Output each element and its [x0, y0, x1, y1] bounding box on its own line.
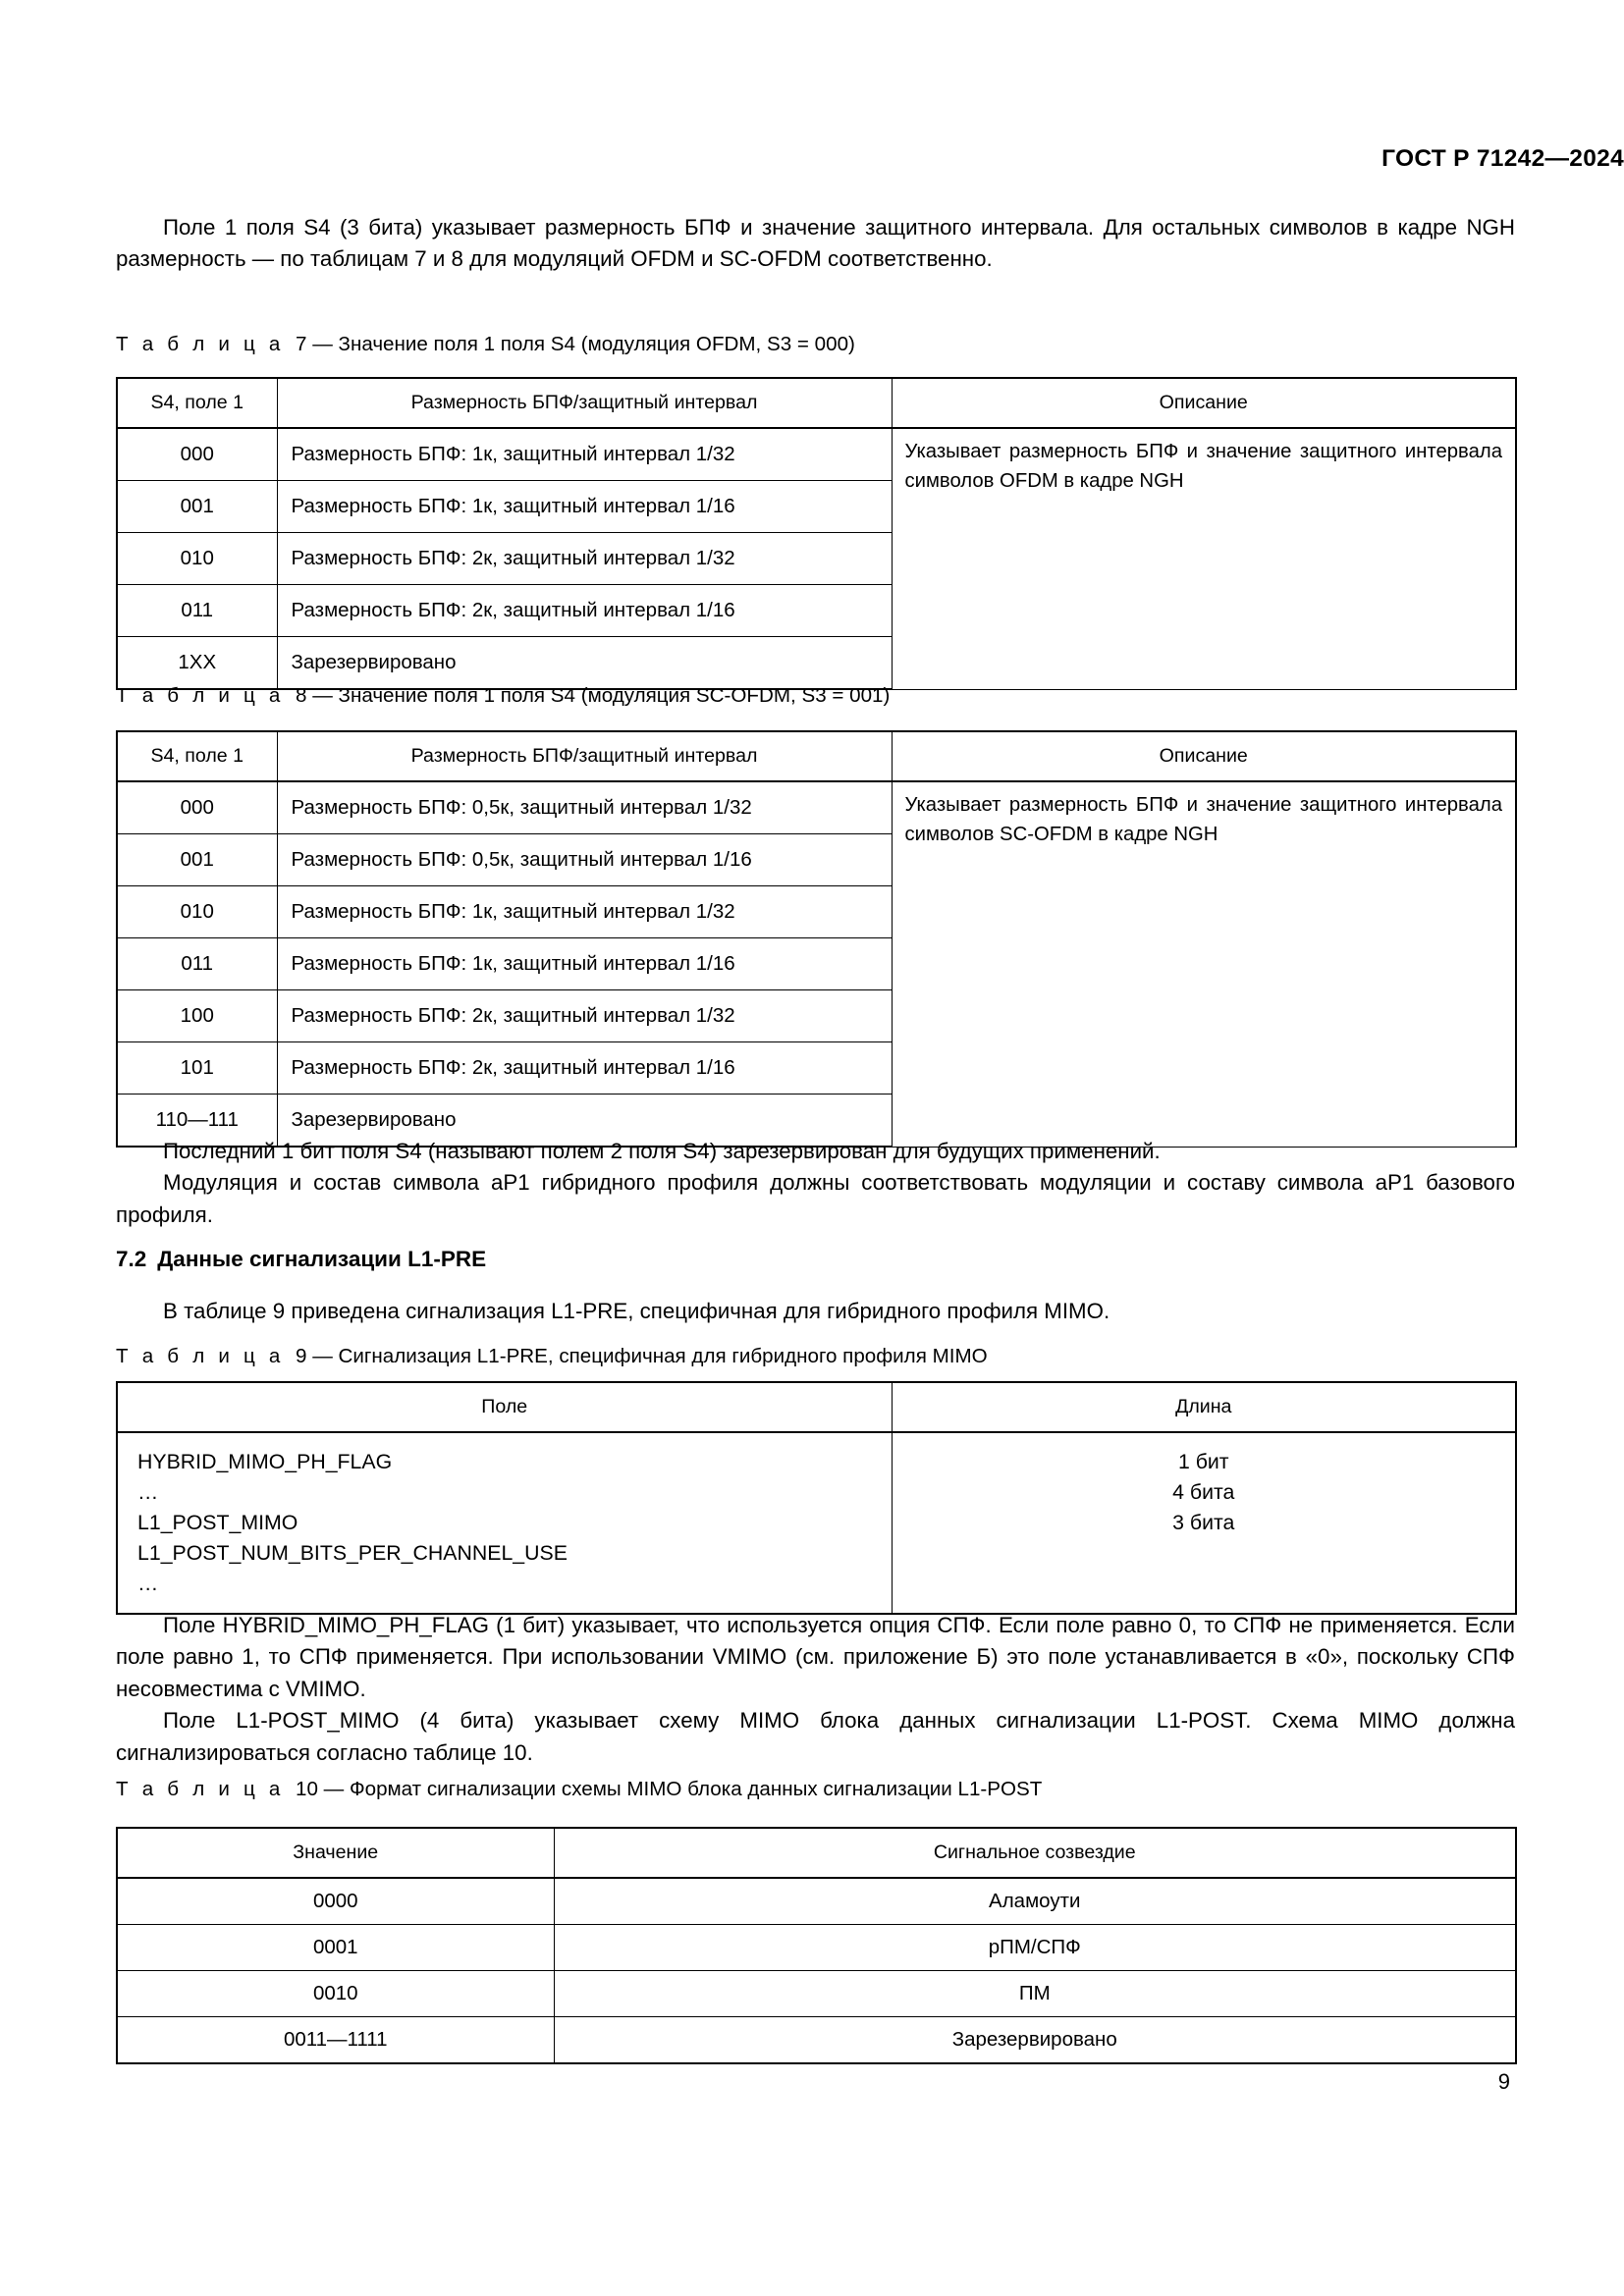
- table9: [116, 1381, 1517, 1615]
- table10-block: [116, 1827, 1515, 2064]
- section-intro-paragraph: [116, 1296, 1515, 1327]
- table9-length-list: [892, 1432, 1516, 1614]
- section-intro-text: В таблице 9 приведена сигнализация L1-PRE, специфичная для гибридного профиля MIMO.: [163, 1299, 1110, 1323]
- table7-description-text: Указывает размерность БПФ и значение защитного интервала символов OFDM в кадре NGH: [904, 441, 1502, 492]
- table10-caption-text: — Формат сигнализации схемы MIMO блока данных сигнализации L1-POST: [323, 1778, 1043, 1800]
- table9-caption-label: Т а б л и ц а: [116, 1345, 285, 1367]
- table8-r3-desc: Размерность БПФ: 1к, защитный интервал 1/16: [277, 938, 892, 990]
- standard-code: ГОСТ Р 71242—2024: [1381, 145, 1624, 172]
- table7-caption: [116, 331, 1515, 358]
- table9-body-row: [117, 1432, 1516, 1614]
- table10-r3-constellation: Зарезервировано: [554, 2017, 1516, 2064]
- table7-block: [116, 377, 1515, 690]
- table7-r3-desc: Размерность БПФ: 2к, защитный интервал 1/16: [277, 585, 892, 637]
- table7-col-fft: Размерность БПФ/защитный интервал: [277, 378, 892, 428]
- table10-caption-block: [116, 1776, 1515, 1803]
- table10-caption: [116, 1776, 1515, 1803]
- table8-r1-value: 001: [117, 834, 277, 886]
- table9-field-2: L1_POST_MIMO: [137, 1511, 298, 1534]
- table9-header-row: [117, 1382, 1516, 1432]
- table7-r0-desc: Размерность БПФ: 1к, защитный интервал 1/32: [277, 428, 892, 481]
- table8-caption-number: 8: [295, 684, 307, 707]
- table9-block: [116, 1381, 1515, 1615]
- table7-caption-label: Т а б л и ц а: [116, 333, 285, 355]
- table8-caption: [116, 682, 1515, 710]
- table9-field-0: HYBRID_MIMO_PH_FLAG: [137, 1450, 393, 1473]
- table7-col-desc: Описание: [892, 378, 1516, 428]
- table8-r4-value: 100: [117, 990, 277, 1042]
- table8-description-text: Указывает размерность БПФ и значение защитного интервала символов SC-OFDM в кадре NGH: [904, 794, 1502, 845]
- paragraph-l1post-mimo-text: Поле L1-POST_MIMO (4 бита) указывает схему MIMO блока данных сигнализации L1-POST. Схема MIMO должна сигнализироваться согласно таблице 10.: [116, 1708, 1515, 1765]
- table8-description-cell: [892, 781, 1516, 1147]
- table10-r2-value: 0010: [117, 1971, 554, 2017]
- table-row: [117, 1878, 1516, 1925]
- after-table8-paragraphs: [116, 1136, 1515, 1231]
- table7-r1-desc: Размерность БПФ: 1к, защитный интервал 1/16: [277, 481, 892, 533]
- table9-col-field: Поле: [117, 1382, 892, 1432]
- table8-r5-value: 101: [117, 1042, 277, 1095]
- table10-header-row: [117, 1828, 1516, 1878]
- table9-caption-text: — Сигнализация L1-PRE, специфичная для гибридного профиля MIMO: [312, 1345, 988, 1367]
- table7-r0-value: 000: [117, 428, 277, 481]
- paragraph-modulation-text: Модуляция и состав символа аР1 гибридного профиля должны соответствовать модуляции и составу символа аР1 базового профиля.: [116, 1170, 1515, 1227]
- section-number: 7.2: [116, 1247, 147, 1271]
- table7-caption-text: — Значение поля 1 поля S4 (модуляция OFDM, S3 = 000): [312, 333, 855, 355]
- table10-r1-constellation: рПМ/СПФ: [554, 1925, 1516, 1971]
- table8-r2-desc: Размерность БПФ: 1к, защитный интервал 1/32: [277, 886, 892, 938]
- table8: [116, 730, 1517, 1148]
- page-number: 9: [1497, 2069, 1510, 2094]
- section-heading-block: [116, 1245, 1515, 1274]
- section-heading: [116, 1245, 1515, 1274]
- after-table9-paragraphs: [116, 1610, 1515, 1769]
- table-row: [117, 2017, 1516, 2064]
- table-row: [117, 428, 1516, 481]
- intro-paragraph-text: Поле 1 поля S4 (3 бита) указывает размерность БПФ и значение защитного интервала. Для остальных символов в кадре NGH размерность — по таблицам 7 и 8 для модуляций OFDM и SC-OFDM соответственно.: [116, 215, 1515, 272]
- table9-field-4: …: [137, 1572, 159, 1595]
- table8-caption-block: [116, 682, 1515, 710]
- table10-caption-number: 10: [295, 1778, 318, 1800]
- table8-caption-label: Т а б л и ц а: [116, 684, 285, 707]
- table8-r2-value: 010: [117, 886, 277, 938]
- table7-col-value: S4, поле 1: [117, 378, 277, 428]
- table10-caption-label: Т а б л и ц а: [116, 1778, 285, 1800]
- table8-r0-desc: Размерность БПФ: 0,5к, защитный интервал 1/32: [277, 781, 892, 834]
- paragraph-hybrid-flag: [116, 1610, 1515, 1705]
- table8-col-value: S4, поле 1: [117, 731, 277, 781]
- table10-r0-constellation: Аламоути: [554, 1878, 1516, 1925]
- table10-r1-value: 0001: [117, 1925, 554, 1971]
- table8-col-fft: Размерность БПФ/защитный интервал: [277, 731, 892, 781]
- table8-r0-value: 000: [117, 781, 277, 834]
- intro-paragraph-block: [116, 212, 1515, 276]
- intro-paragraph: [116, 212, 1515, 276]
- table8-col-desc: Описание: [892, 731, 1516, 781]
- section-intro-block: [116, 1296, 1515, 1327]
- table10-col-value: Значение: [117, 1828, 554, 1878]
- table7-description-cell: [892, 428, 1516, 689]
- table9-caption-block: [116, 1343, 1515, 1370]
- table8-r1-desc: Размерность БПФ: 0,5к, защитный интервал 1/16: [277, 834, 892, 886]
- table7-r4-value: 1XX: [117, 637, 277, 690]
- table8-r6-value: 110—111: [117, 1095, 277, 1148]
- table10-col-constellation: Сигнальное созвездие: [554, 1828, 1516, 1878]
- table10-r3-value: 0011—1111: [117, 2017, 554, 2064]
- table-row: [117, 781, 1516, 834]
- paragraph-hybrid-flag-text: Поле HYBRID_MIMO_PH_FLAG (1 бит) указывает, что используется опция СПФ. Если поле равно 0, то СПФ не применяется. Если поле равно 1, то СПФ применяется. При использовании VMIMO (см. приложение Б) это поле устанавливается в «0», поскольку СПФ несовместима с VMIMO.: [116, 1613, 1515, 1701]
- table10: [116, 1827, 1517, 2064]
- table-row: [117, 1925, 1516, 1971]
- table9-length-1: 4 бита: [1172, 1480, 1235, 1504]
- table7-r2-value: 010: [117, 533, 277, 585]
- paragraph-modulation: [116, 1167, 1515, 1231]
- table9-length-0: 1 бит: [1177, 1450, 1229, 1473]
- table9-caption-number: 9: [295, 1345, 307, 1367]
- table7-header-row: [117, 378, 1516, 428]
- table8-header-row: [117, 731, 1516, 781]
- table8-caption-text: — Значение поля 1 поля S4 (модуляция SC-OFDM, S3 = 001): [312, 684, 891, 707]
- page-header: [0, 145, 1624, 173]
- paragraph-last-bit: [116, 1136, 1515, 1167]
- table9-field-3: L1_POST_NUM_BITS_PER_CHANNEL_USE: [137, 1541, 568, 1565]
- paragraph-l1post-mimo: [116, 1705, 1515, 1769]
- table8-r6-desc: Зарезервировано: [277, 1095, 892, 1148]
- table7-r4-desc: Зарезервировано: [277, 637, 892, 690]
- table8-r4-desc: Размерность БПФ: 2к, защитный интервал 1/32: [277, 990, 892, 1042]
- table-row: [117, 1971, 1516, 2017]
- table8-block: [116, 730, 1515, 1148]
- table9-field-1: …: [137, 1480, 159, 1504]
- table10-r2-constellation: ПМ: [554, 1971, 1516, 2017]
- table7-r1-value: 001: [117, 481, 277, 533]
- paragraph-last-bit-text: Последний 1 бит поля S4 (называют полем 2 поля S4) зарезервирован для будущих применений.: [163, 1139, 1161, 1163]
- table7-r2-desc: Размерность БПФ: 2к, защитный интервал 1/32: [277, 533, 892, 585]
- table9-col-length: Длина: [892, 1382, 1516, 1432]
- section-title: Данные сигнализации L1-PRE: [157, 1247, 487, 1271]
- table9-caption: [116, 1343, 1515, 1370]
- table7: [116, 377, 1517, 690]
- table8-r3-value: 011: [117, 938, 277, 990]
- table8-r5-desc: Размерность БПФ: 2к, защитный интервал 1/16: [277, 1042, 892, 1095]
- table7-r3-value: 011: [117, 585, 277, 637]
- table10-r0-value: 0000: [117, 1878, 554, 1925]
- table9-length-2: 3 бита: [1172, 1511, 1235, 1534]
- table7-caption-number: 7: [295, 333, 307, 355]
- table7-caption-block: [116, 331, 1515, 358]
- table9-field-list: [117, 1432, 892, 1614]
